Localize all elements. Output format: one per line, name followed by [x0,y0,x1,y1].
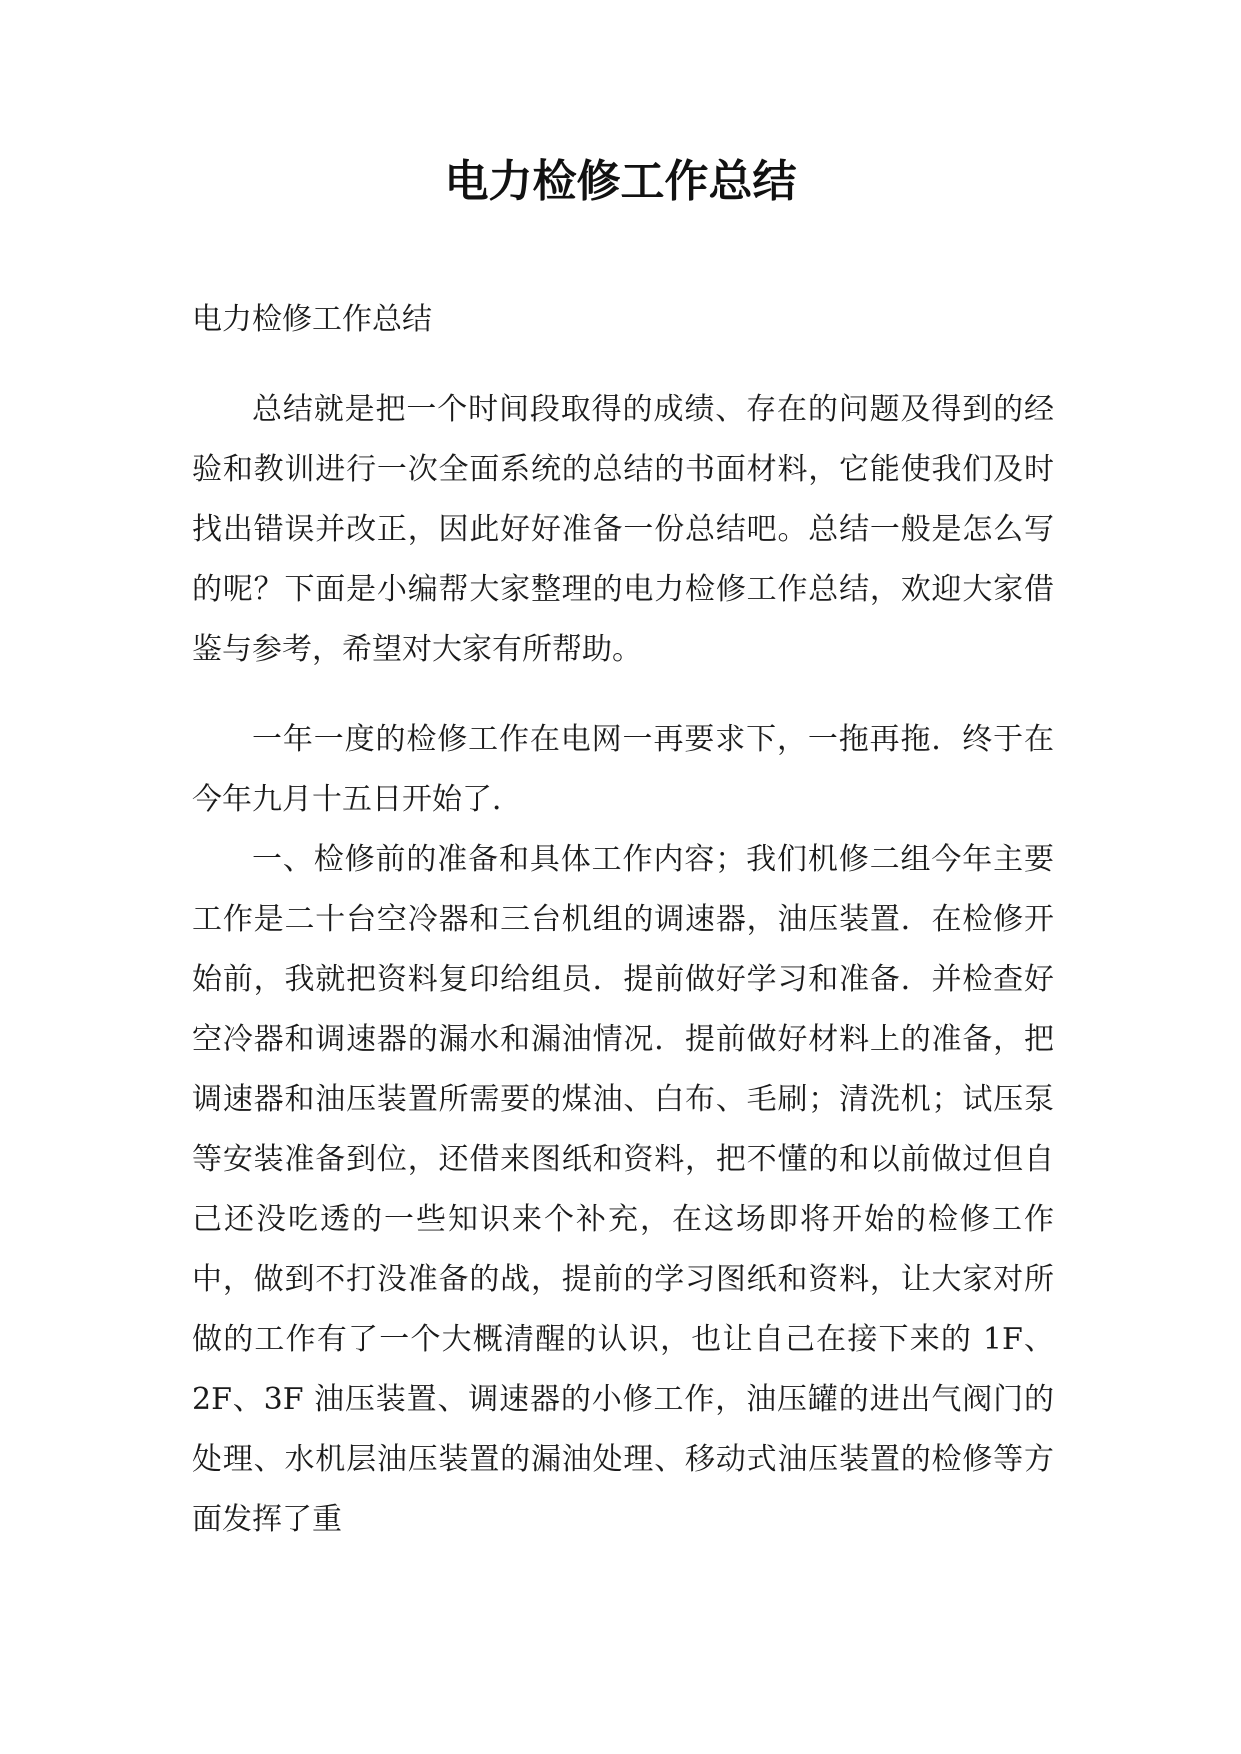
paragraph-intro: 总结就是把一个时间段取得的成绩、存在的问题及得到的经验和教训进行一次全面系统的总结的书面材料，它能使我们及时找出错误并改正，因此好好准备一份总结吧。总结一般是怎么写的呢？下面是小编帮大家整理的电力检修工作总结，欢迎大家借鉴与参考，希望对大家有所帮助。 [192,392,1054,667]
paragraph-preparation: 一、检修前的准备和具体工作内容；我们机修二组今年主要工作是二十台空冷器和三台机组的调速器，油压装置．在检修开始前，我就把资料复印给组员．提前做好学习和准备．并检查好空冷器和调速器的漏水和漏油情况．提前做好材料上的准备，把调速器和油压装置所需要的煤油、白布、毛刷；清洗机；试压泵等安装准备到位，还借来图纸和资料，把不懂的和以前做过但自己还没吃透的一些知识来个补充，在这场即将开始的检修工作中，做到不打没准备的战，提前的学习图纸和资料，让大家对所做的工作有了一个大概清醒的认识，也让自己在接下来的 1F、2F、3F 油压装置、调速器的小修工作，油压罐的进出气阀门的处理、水机层油压装置的漏油处理、移动式油压装置的检修等方面发挥了重 [192,842,1054,1537]
document-subtitle: 电力检修工作总结 [192,302,432,337]
paragraph-start: 一年一度的检修工作在电网一再要求下，一拖再拖．终于在今年九月十五日开始了． [192,722,1054,817]
document-body [192,290,1054,1550]
document-title: 电力检修工作总结 [444,156,797,207]
